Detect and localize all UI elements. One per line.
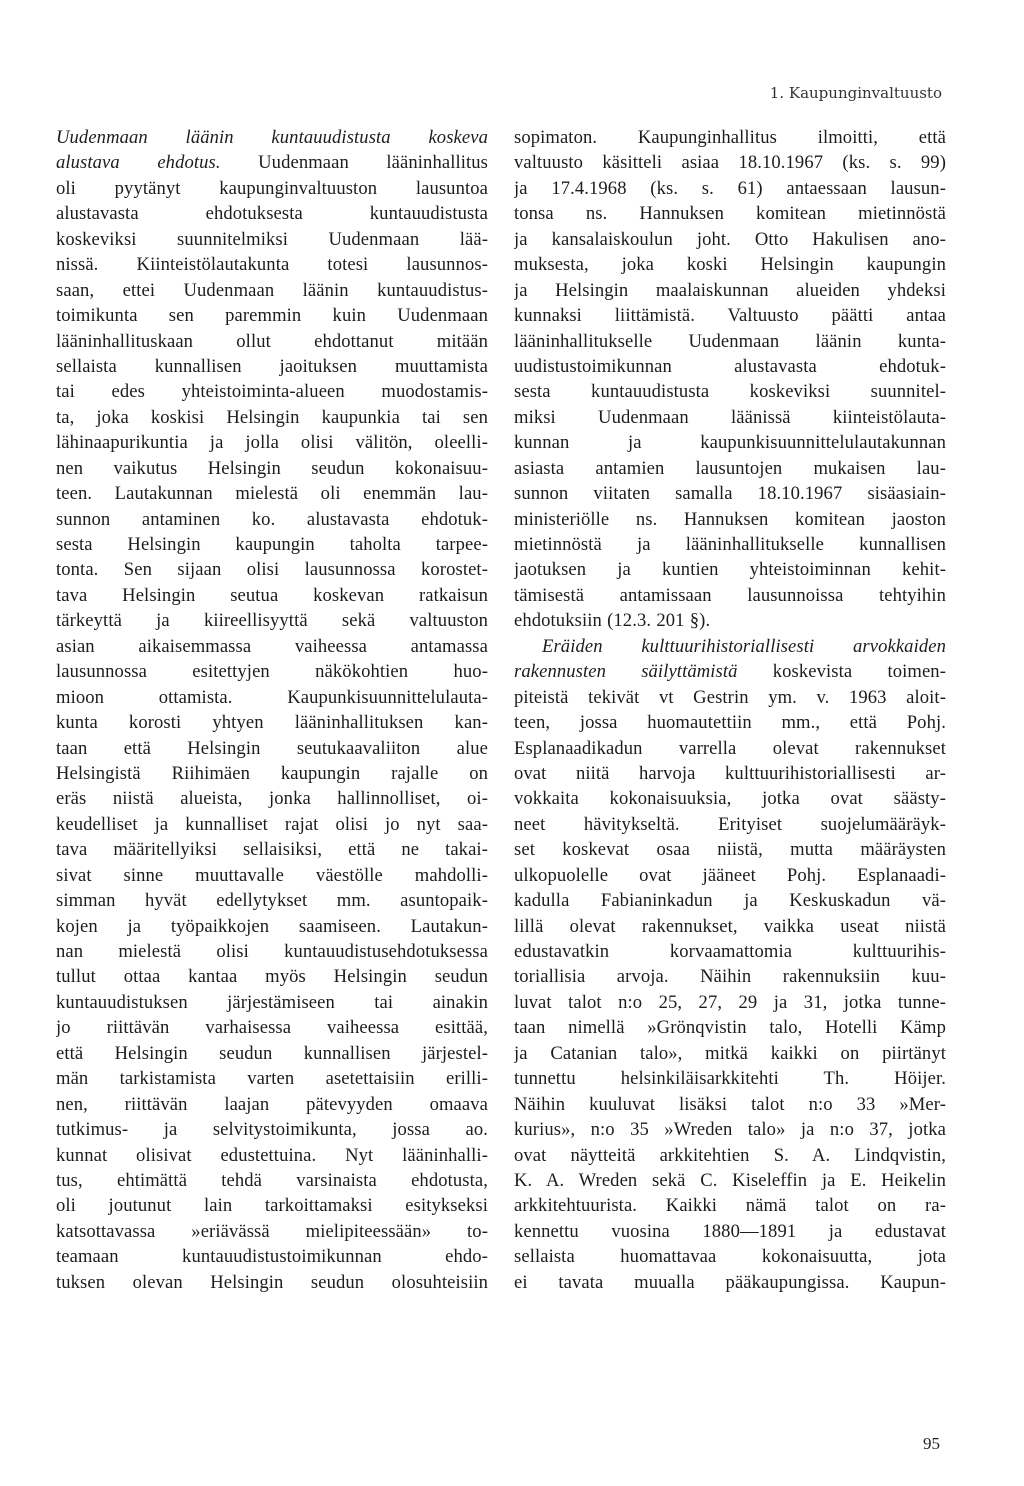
italic-heading-text: Uudenmaan läänin kuntauudistusta koskeva — [56, 127, 488, 148]
right-column-line — [514, 405, 946, 430]
body-text: ulkopuolelle ovat jääneet Pohj. Esplanaadi- — [514, 864, 946, 886]
body-text: tullut ottaa kantaa myös Helsingin seudun — [56, 966, 488, 988]
right-column-line — [514, 430, 946, 455]
body-text: sesta kuntauudistusta koskeviksi suunnitel- — [514, 381, 946, 403]
right-column-line — [514, 914, 946, 939]
right-column-line — [514, 303, 946, 328]
right-column-line — [514, 201, 946, 226]
right-column-line — [514, 812, 946, 837]
body-text: luvat talot n:o 25, 27, 29 ja 31, jotka tunne- — [514, 991, 946, 1013]
left-column-line — [56, 405, 488, 430]
body-text: lääninhallituskaan ollut ehdottanut mitään — [56, 330, 488, 352]
left-column-line — [56, 964, 488, 989]
body-text: sellaista kunnallisen jaoituksen muuttamista — [56, 355, 488, 377]
right-column-line — [514, 252, 946, 277]
body-text: ovat näytteitä arkkitehtien S. A. Lindqvistin, — [514, 1144, 946, 1166]
body-text: asian aikaisemmassa vaiheessa antamassa — [56, 635, 488, 657]
body-text: tava Helsingin seutua koskevan ratkaisun — [56, 584, 488, 606]
body-text: uudistustoimikunnan alustavasta ehdotuk- — [514, 355, 946, 377]
right-column-line — [514, 1066, 946, 1091]
body-text: asiasta antamien lausuntojen mukaisen lau- — [514, 457, 946, 479]
body-text: koskeviksi suunnitelmiksi Uudenmaan lää- — [56, 228, 488, 250]
left-column-line — [56, 1117, 488, 1142]
body-text: Esplanaadikadun varrella olevat rakennukset — [514, 737, 946, 759]
right-column-line — [514, 710, 946, 735]
body-text: nan mielestä olisi kuntauudistusehdotuksessa — [56, 941, 488, 962]
body-text: keudelliset ja kunnalliset rajat olisi jo nyt saa- — [56, 813, 488, 835]
body-text: ministeriölle ns. Hannuksen komitean jaoston — [514, 508, 946, 530]
right-column-line — [514, 456, 946, 481]
body-text: miksi Uudenmaan läänissä kiinteistölauta- — [514, 406, 946, 428]
right-column-line — [514, 379, 946, 404]
body-text: tunnettu helsinkiläisarkkitehti Th. Höijer. — [514, 1068, 946, 1090]
body-text: lähinaapurikuntia ja jolla olisi välitön, oleelli- — [56, 432, 488, 454]
left-column-line — [56, 786, 488, 811]
left-column-line — [56, 1193, 488, 1218]
left-column-line — [56, 507, 488, 532]
left-column-line — [56, 430, 488, 455]
left-column-line — [56, 481, 488, 506]
right-column-line — [514, 1015, 946, 1040]
body-text: Uudenmaan lääninhallitus — [220, 152, 488, 174]
left-column-line — [56, 736, 488, 761]
body-text: jo riittävän varhaisessa vaiheessa esittää, — [56, 1017, 488, 1039]
left-column-line — [56, 227, 488, 252]
body-text: kojen ja työpaikkojen saamiseen. Lautakun- — [56, 915, 488, 937]
right-column-line — [514, 761, 946, 786]
body-text: mioon ottamista. Kaupunkisuunnittelulauta- — [56, 686, 488, 708]
left-column-line — [56, 329, 488, 354]
body-text: ja kansalaiskoulun joht. Otto Hakulisen ano- — [514, 228, 946, 250]
left-column-line — [56, 812, 488, 837]
body-text: ovat niitä harvoja kulttuurihistoriallisesti ar- — [514, 762, 946, 784]
left-column-line — [56, 456, 488, 481]
left-column-line — [56, 863, 488, 888]
left-column-line — [56, 685, 488, 710]
right-column-line — [514, 354, 946, 379]
body-text: män tarkistamista varten asetettaisiin erilli- — [56, 1068, 488, 1090]
body-text: tai edes yhteistoiminta-alueen muodostamis- — [56, 381, 488, 403]
left-column-line — [56, 1041, 488, 1066]
body-text: lillä olevat rakennukset, vaikka useat niistä — [514, 915, 946, 937]
body-text: ja Helsingin maalaiskunnan alueiden yhdeksi — [514, 279, 946, 301]
body-text: piteistä tekivät vt Gestrin ym. v. 1963 aloit- — [514, 686, 946, 708]
body-text: teen, jossa huomautettiin mm., että Pohj. — [514, 712, 946, 734]
left-column-line — [56, 303, 488, 328]
body-text: nissä. Kiinteistölautakunta totesi lausunnos- — [56, 254, 488, 276]
right-column-line — [514, 659, 946, 684]
body-text: taan että Helsingin seutukaavaliiton alue — [56, 737, 488, 759]
body-text: mietinnöstä ja lääninhallitukselle kunnallisen — [514, 534, 946, 555]
right-column-line — [514, 227, 946, 252]
right-column-line — [514, 1143, 946, 1168]
right-column-line — [514, 786, 946, 811]
body-text: K. A. Wreden sekä C. Kiseleffin ja E. Heikelin — [514, 1169, 946, 1191]
right-column-line — [514, 837, 946, 862]
right-column-line — [514, 888, 946, 913]
left-column-line — [56, 914, 488, 939]
right-column-line — [514, 685, 946, 710]
body-text: nen, riittävän laajan pätevyyden omaava — [56, 1093, 488, 1115]
body-text: valtuusto käsitteli asiaa 18.10.1967 (ks. s. 99) — [514, 152, 946, 174]
body-text: saan, ettei Uudenmaan läänin kuntauudistus- — [56, 279, 488, 301]
left-text-column — [56, 125, 488, 1295]
right-column-line — [514, 1092, 946, 1117]
right-column-line — [514, 150, 946, 175]
left-column-line — [56, 379, 488, 404]
body-text: alustavasta ehdotuksesta kuntauudistusta — [56, 203, 488, 225]
right-column-line — [514, 964, 946, 989]
body-text: teamaan kuntauudistustoimikunnan ehdo- — [56, 1246, 488, 1268]
body-text: tutkimus- ja selvitystoimikunta, jossa ao. — [56, 1119, 488, 1141]
left-column-line — [56, 176, 488, 201]
body-text: tonta. Sen sijaan olisi lausunnossa korostet- — [56, 559, 488, 581]
body-text: teen. Lautakunnan mielestä oli enemmän lau- — [56, 483, 488, 505]
left-column-line — [56, 1066, 488, 1091]
body-text: toriallisia arvoja. Näihin rakennuksiin kuu- — [514, 966, 946, 988]
body-text: kennettu vuosina 1880—1891 ja edustavat — [514, 1220, 946, 1242]
body-text: tärkeyttä ja kiireellisyyttä sekä valtuuston — [56, 610, 488, 632]
body-text: ei tavata muualla pääkaupungissa. Kaupun- — [514, 1271, 946, 1293]
right-column-line — [514, 990, 946, 1015]
body-text: sopimaton. Kaupunginhallitus ilmoitti, että — [514, 127, 946, 148]
body-text: Helsingistä Riihimäen kaupungin rajalle on — [56, 762, 488, 784]
italic-heading-text: Eräiden kulttuurihistoriallisesti arvokkaiden — [542, 635, 946, 657]
right-column-line — [514, 329, 946, 354]
body-text: kuntauudistuksen järjestämiseen tai ainakin — [56, 991, 488, 1013]
body-text: ja Catanian talo», mitkä kaikki on piirtänyt — [514, 1042, 946, 1064]
left-column-line — [56, 1244, 488, 1269]
left-column-line — [56, 990, 488, 1015]
body-text: tus, ehtimättä tehdä varsinaista ehdotusta, — [56, 1169, 488, 1191]
left-column-line — [56, 1092, 488, 1117]
body-text: sunnon viitaten samalla 18.10.1967 sisäasiain- — [514, 483, 946, 505]
body-text: kunnan ja kaupunkisuunnittelulautakunnan — [514, 432, 946, 454]
left-column-line — [56, 532, 488, 557]
left-column-line — [56, 125, 488, 150]
left-column-line — [56, 278, 488, 303]
left-column-line — [56, 354, 488, 379]
left-column-line — [56, 634, 488, 659]
body-text: tava määritellyiksi sellaisiksi, että ne takai- — [56, 839, 488, 861]
left-column-line — [56, 710, 488, 735]
right-column-line — [514, 532, 946, 557]
left-column-line — [56, 1270, 488, 1295]
body-text: kunnaksi liittämistä. Valtuusto päätti antaa — [514, 305, 946, 327]
body-text: simman hyvät edellytykset mm. asuntopaik- — [56, 890, 488, 912]
body-text: ehdotuksiin (12.3. 201 §). — [514, 610, 711, 632]
left-column-line — [56, 583, 488, 608]
left-column-line — [56, 608, 488, 633]
body-text: kunnat olisivat edustettuina. Nyt lääninhalli- — [56, 1144, 488, 1166]
running-header: 1. Kaupunginvaltuusto — [769, 84, 942, 102]
italic-heading-text: alustava ehdotus. — [56, 152, 221, 174]
right-column-line — [514, 176, 946, 201]
left-column-line — [56, 557, 488, 582]
body-text: tuksen olevan Helsingin seudun olosuhteisiin — [56, 1271, 488, 1293]
body-text: Näihin kuuluvat lisäksi talot n:o 33 »Mer- — [514, 1093, 946, 1115]
page-number: 95 — [923, 1434, 940, 1453]
body-text: arkkitehtuurista. Kaikki nämä talot on ra- — [514, 1195, 946, 1217]
left-column-line — [56, 1168, 488, 1193]
right-column-line — [514, 1219, 946, 1244]
body-text: sellaista huomattavaa kokonaisuutta, jota — [514, 1246, 946, 1268]
body-text: taan nimellä »Grönqvistin talo, Hotelli Kämp — [514, 1017, 946, 1039]
left-column-line — [56, 761, 488, 786]
left-column-line — [56, 1143, 488, 1168]
right-column-line — [514, 1270, 946, 1295]
body-text: että Helsingin seudun kunnallisen järjestel- — [56, 1042, 488, 1064]
right-column-line — [514, 634, 946, 659]
body-text: tonsa ns. Hannuksen komitean mietinnöstä — [514, 203, 946, 225]
right-column-line — [514, 1193, 946, 1218]
left-column-line — [56, 1015, 488, 1040]
body-text: katsottavassa »eriävässä mielipiteessään» to- — [56, 1220, 488, 1242]
left-column-line — [56, 252, 488, 277]
right-column-line — [514, 1168, 946, 1193]
left-column-line — [56, 659, 488, 684]
body-text: oli joutunut lain tarkoittamaksi esitykseksi — [56, 1195, 488, 1217]
body-text: oli pyytänyt kaupunginvaltuuston lausuntoa — [56, 177, 488, 199]
left-column-line — [56, 150, 488, 175]
right-column-line — [514, 736, 946, 761]
right-column-line — [514, 608, 946, 633]
italic-heading-text: rakennusten säilyttämistä — [514, 661, 738, 683]
right-column-line — [514, 481, 946, 506]
left-column-line — [56, 1219, 488, 1244]
body-text: set koskevat osaa niistä, mutta määräysten — [514, 839, 946, 861]
body-text: toimikunta sen paremmin kuin Uudenmaan — [56, 305, 488, 327]
body-text: muksesta, joka koski Helsingin kaupungin — [514, 254, 946, 276]
body-text: ja 17.4.1968 (ks. s. 61) antaessaan lausun- — [514, 177, 946, 199]
body-text: neet hävitykseltä. Erityiset suojelumääräyk- — [514, 813, 946, 835]
body-text: tämisestä antamissaan lausunnoissa tehtyihin — [514, 584, 946, 606]
body-text: eräs niistä alueista, jonka hallinnolliset, oi- — [56, 788, 488, 810]
body-text: kunta korosti yhtyen lääninhallituksen kan- — [56, 712, 488, 734]
left-column-line — [56, 837, 488, 862]
right-column-line — [514, 557, 946, 582]
right-text-column — [514, 125, 946, 1295]
right-column-line — [514, 278, 946, 303]
body-text: jaotuksen ja kuntien yhteistoiminnan kehit- — [514, 559, 946, 581]
left-column-line — [56, 939, 488, 964]
right-column-line — [514, 939, 946, 964]
body-text: ta, joka koskisi Helsingin kaupunkia tai sen — [56, 406, 488, 428]
body-text: sivat sinne muuttavalle väestölle mahdolli- — [56, 864, 488, 886]
body-text: sunnon antaminen ko. alustavasta ehdotuk- — [56, 508, 488, 530]
left-column-line — [56, 888, 488, 913]
left-column-line — [56, 201, 488, 226]
body-text: koskevista toimen- — [737, 661, 946, 683]
body-text: kurius», n:o 35 »Wreden talo» ja n:o 37, jotka — [514, 1119, 946, 1141]
body-text: edustavatkin korvaamattomia kulttuurihis- — [514, 941, 946, 962]
body-text: lääninhallitukselle Uudenmaan läänin kunta- — [514, 330, 946, 352]
right-column-line — [514, 1244, 946, 1269]
right-column-line — [514, 125, 946, 150]
right-column-line — [514, 583, 946, 608]
body-text: sesta Helsingin kaupungin taholta tarpee- — [56, 534, 488, 555]
body-text: nen vaikutus Helsingin seudun kokonaisuu- — [56, 457, 488, 479]
right-column-line — [514, 1117, 946, 1142]
right-column-line — [514, 1041, 946, 1066]
right-column-line — [514, 507, 946, 532]
body-text: vokkaita kokonaisuuksia, jotka ovat säästy- — [514, 788, 946, 810]
right-column-line — [514, 863, 946, 888]
body-text: lausunnossa esitettyjen näkökohtien huo- — [56, 661, 488, 683]
body-text: kadulla Fabianinkadun ja Keskuskadun vä- — [514, 890, 946, 912]
